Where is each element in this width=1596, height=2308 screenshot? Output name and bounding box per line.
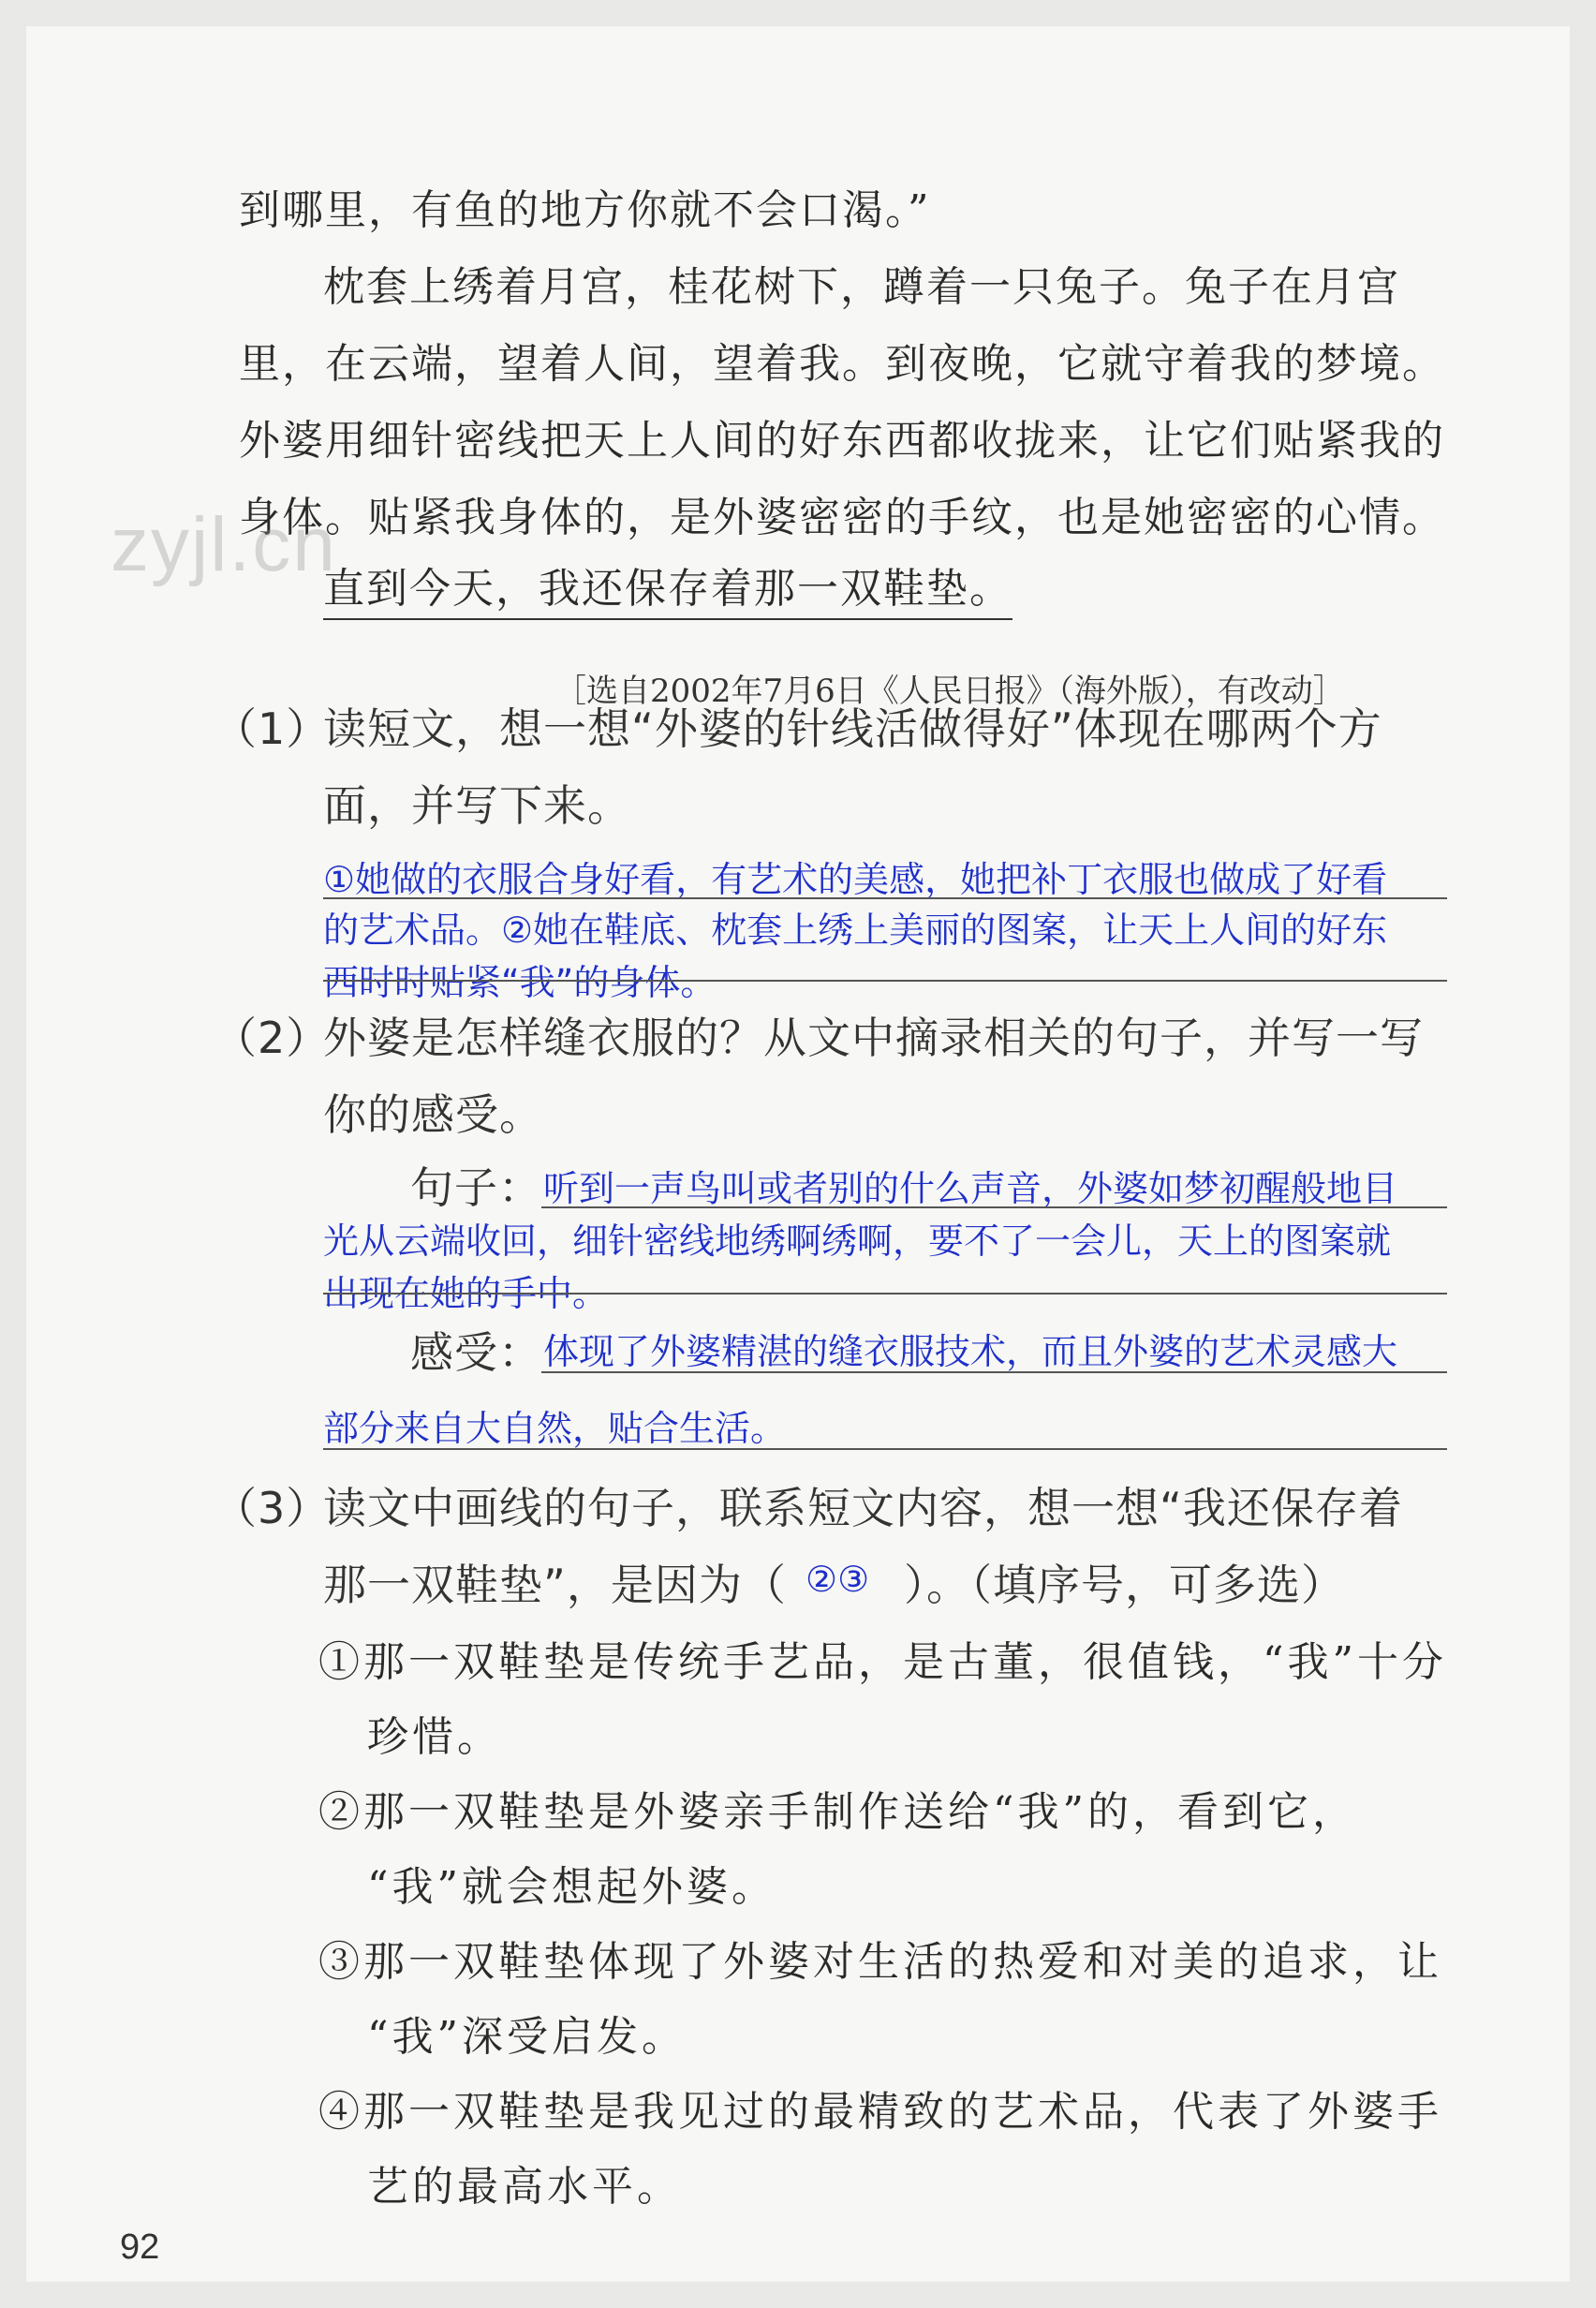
q2-text: 外婆是怎样缝衣服的？从文中摘录相关的句子，并写一写 — [323, 1013, 1424, 1063]
q2-feeling-answer: 体现了外婆精湛的缝衣服技术，而且外婆的艺术灵感大 — [543, 1331, 1398, 1372]
answer-line — [323, 1293, 1447, 1295]
q3-option-3: “我”深受启发。 — [367, 2013, 687, 2061]
q2-number: （2） — [214, 1013, 331, 1063]
q2-sentence-label: 句子： — [410, 1162, 542, 1213]
underlined-sentence: 直到今天，我还保存着那一双鞋垫。 — [323, 555, 1012, 620]
q3-option-4: ④那一双鞋垫是我见过的最精致的艺术品，代表了外婆手 — [318, 2088, 1442, 2136]
q1-answer: 西时时贴紧“我”的身体。 — [323, 962, 717, 1003]
q1-number: （1） — [214, 703, 331, 754]
answer-line — [323, 1448, 1447, 1450]
source-citation: ［选自2002年7月6日《人民日报》（海外版），有改动］ — [554, 673, 1345, 710]
q1-answer: ①她做的衣服合身好看，有艺术的美感，她把补丁衣服也做成了好看 — [323, 859, 1388, 900]
q2-text: 你的感受。 — [323, 1089, 543, 1140]
q3-option-2: “我”就会想起外婆。 — [367, 1863, 776, 1911]
answer-line — [323, 980, 1447, 982]
passage-line: 里，在云端，望着人间，望着我。到夜晚，它就守着我的梦境。 — [239, 340, 1445, 388]
q2-sentence-answer: 听到一声鸟叫或者别的什么声音，外婆如梦初醒般地目 — [543, 1168, 1398, 1209]
answer-line — [323, 897, 1447, 899]
q1-text: 面，并写下来。 — [323, 780, 631, 831]
answer-line — [541, 1206, 1447, 1208]
q3-answer: ②③ — [805, 1559, 870, 1600]
q3-option-1: 珍惜。 — [367, 1713, 502, 1761]
q3-option-3: ③那一双鞋垫体现了外婆对生活的热爱和对美的追求，让 — [318, 1938, 1442, 1986]
watermark: zyjl.cn — [111, 502, 337, 587]
page-number: 92 — [120, 2227, 160, 2267]
q3-option-1: ①那一双鞋垫是传统手艺品，是古董，很值钱，“我”十分 — [318, 1638, 1447, 1686]
q3-option-4: 艺的最高水平。 — [367, 2163, 682, 2211]
q1-answer: 的艺术品。②她在鞋底、枕套上绣上美丽的图案，让天上人间的好东 — [323, 910, 1388, 951]
passage-line: 到哪里，有鱼的地方你就不会口渴。” — [239, 186, 931, 234]
q3-text: 那一双鞋垫”，是因为（ — [323, 1560, 787, 1610]
q1-text: 读短文，想一想“外婆的针线活做得好”体现在哪两个方 — [323, 703, 1382, 754]
q2-sentence-answer: 光从云端收回，细针密线地绣啊绣啊，要不了一会儿，天上的图案就 — [323, 1221, 1392, 1262]
q2-feeling-label: 感受： — [410, 1327, 542, 1378]
answer-line — [541, 1371, 1447, 1373]
passage-line: 身体。贴紧我身体的，是外婆密密的手纹，也是她密密的心情。 — [239, 494, 1445, 541]
q2-feeling-answer: 部分来自大自然，贴合生活。 — [323, 1408, 787, 1449]
passage-line: 枕套上绣着月宫，桂花树下，蹲着一只兔子。兔子在月宫 — [323, 263, 1400, 311]
passage-line: 外婆用细针密线把天上人间的好东西都收拢来，让它们贴紧我的 — [239, 417, 1445, 465]
q3-text: 读文中画线的句子，联系短文内容，想一想“我还保存着 — [323, 1483, 1403, 1533]
q3-number: （3） — [214, 1483, 331, 1533]
q3-option-2: ②那一双鞋垫是外婆亲手制作送给“我”的，看到它， — [318, 1788, 1357, 1836]
q2-sentence-answer: 出现在她的手中。 — [323, 1273, 609, 1314]
q3-text: ）。（填序号，可多选） — [904, 1560, 1345, 1610]
